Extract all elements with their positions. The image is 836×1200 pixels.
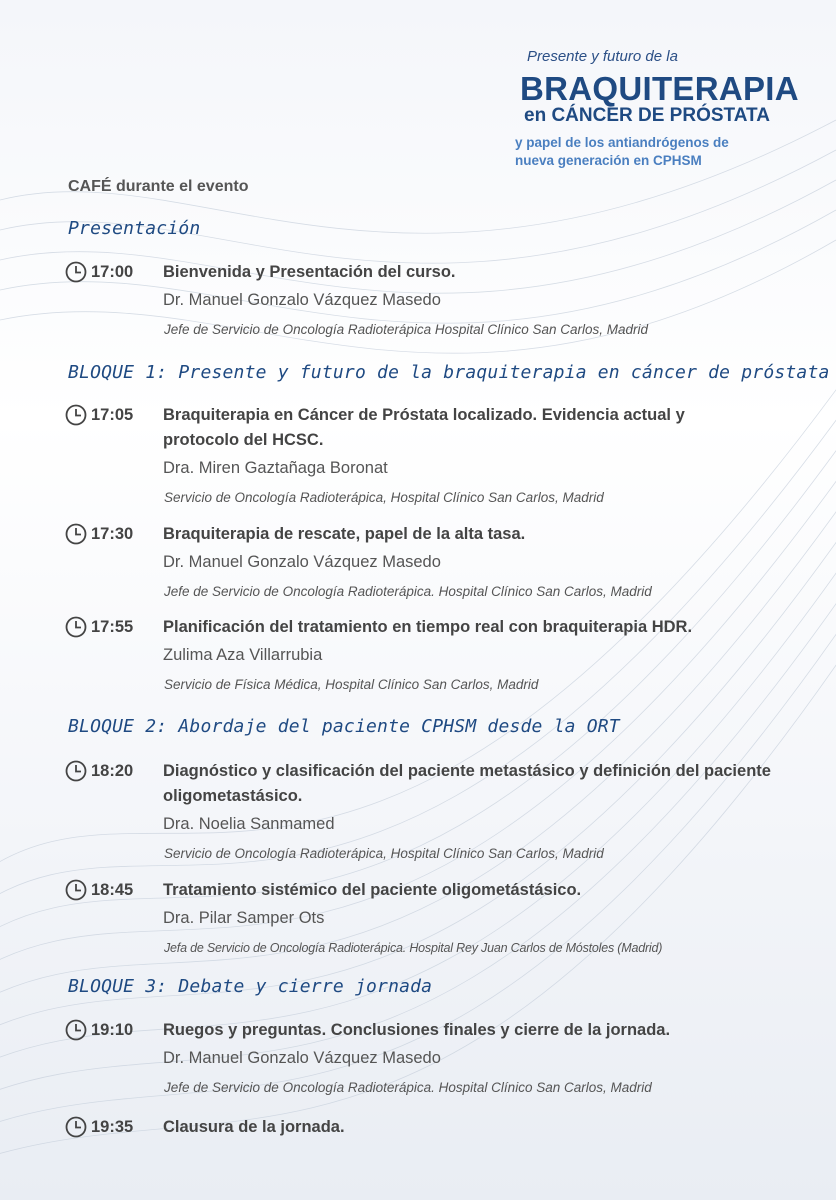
- agenda-affiliation: Servicio de Oncología Radioterápica, Hospital Clínico San Carlos, Madrid: [164, 490, 604, 505]
- agenda-title: Diagnóstico y clasificación del paciente metastásico y definición del paciente oligometastásico.: [163, 762, 771, 805]
- event-title: BRAQUITERAPIA: [520, 70, 799, 107]
- agenda-time: 19:35: [91, 1118, 134, 1136]
- agenda-affiliation: Jefe de Servicio de Oncología Radioterápica. Hospital Clínico San Carlos, Madrid: [164, 584, 652, 599]
- event-subtitle: Presente y futuro de la: [527, 48, 678, 65]
- agenda-speaker: Dr. Manuel Gonzalo Vázquez Masedo: [163, 291, 441, 309]
- agenda-time: 17:05: [91, 406, 134, 424]
- agenda-time: 17:30: [91, 525, 134, 543]
- agenda-item: [64, 1021, 824, 1098]
- event-description-line-1: y papel de los antiandrógenos de: [515, 135, 729, 150]
- agenda-affiliation: Servicio de Física Médica, Hospital Clínico San Carlos, Madrid: [164, 677, 539, 692]
- agenda-time: 17:00: [91, 263, 134, 281]
- agenda-title: Clausura de la jornada.: [163, 1118, 345, 1136]
- clock-icon: [64, 615, 88, 639]
- agenda-speaker: Zulima Aza Villarrubia: [163, 646, 323, 664]
- clock-icon: [64, 1018, 88, 1042]
- event-header: [515, 48, 820, 170]
- event-description-line-2: nueva generación en CPHSM: [515, 153, 702, 168]
- agenda-time: 17:55: [91, 618, 134, 636]
- agenda-speaker: Dra. Miren Gaztañaga Boronat: [163, 459, 388, 477]
- agenda-title: Ruegos y preguntas. Conclusiones finales y cierre de la jornada.: [163, 1021, 671, 1039]
- agenda-time: 18:45: [91, 881, 134, 899]
- agenda-speaker: Dr. Manuel Gonzalo Vázquez Masedo: [163, 553, 441, 571]
- clock-icon: [64, 759, 88, 783]
- agenda-time: 18:20: [91, 762, 134, 780]
- agenda-title: Bienvenida y Presentación del curso.: [163, 263, 456, 281]
- agenda-time: 19:10: [91, 1021, 134, 1039]
- agenda-speaker: Dra. Pilar Samper Ots: [163, 909, 325, 927]
- agenda-item: [64, 263, 824, 340]
- section-bloque-2: BLOQUE 2: Abordaje del paciente CPHSM desde la ORT: [68, 716, 620, 737]
- event-description: [515, 134, 820, 170]
- agenda-speaker: Dr. Manuel Gonzalo Vázquez Masedo: [163, 1049, 441, 1067]
- clock-icon: [64, 403, 88, 427]
- clock-icon: [64, 260, 88, 284]
- agenda-item: [64, 406, 824, 508]
- clock-icon: [64, 1115, 88, 1139]
- event-title-secondary: en CÁNCER DE PRÓSTATA: [524, 105, 770, 126]
- agenda-item: [64, 525, 824, 602]
- agenda-affiliation: Servicio de Oncología Radioterápica, Hospital Clínico San Carlos, Madrid: [164, 846, 604, 861]
- agenda-speaker: Dra. Noelia Sanmamed: [163, 815, 335, 833]
- agenda-item: [64, 1118, 824, 1140]
- clock-icon: [64, 878, 88, 902]
- agenda-title: Braquiterapia de rescate, papel de la alta tasa.: [163, 525, 526, 543]
- section-bloque-3: BLOQUE 3: Debate y cierre jornada: [68, 976, 433, 997]
- clock-icon: [64, 522, 88, 546]
- agenda-title: Braquiterapia en Cáncer de Próstata localizado. Evidencia actual y protocolo del HCSC.: [163, 406, 685, 449]
- agenda-affiliation: Jefe de Servicio de Oncología Radioterápica Hospital Clínico San Carlos, Madrid: [164, 322, 648, 337]
- agenda-title: Tratamiento sistémico del paciente oligometástásico.: [163, 881, 582, 899]
- agenda-item: [64, 881, 824, 958]
- agenda-item: [64, 762, 824, 864]
- cafe-note: CAFÉ durante el evento: [68, 178, 249, 195]
- agenda-item: [64, 618, 824, 695]
- agenda-affiliation: Jefe de Servicio de Oncología Radioterápica. Hospital Clínico San Carlos, Madrid: [164, 1080, 652, 1095]
- section-presentacion: Presentación: [68, 218, 201, 239]
- agenda-affiliation: Jefa de Servicio de Oncología Radioterápica. Hospital Rey Juan Carlos de Móstoles (Madrid): [164, 941, 663, 955]
- section-bloque-1: BLOQUE 1: Presente y futuro de la braquiterapia en cáncer de próstata: [68, 362, 830, 383]
- agenda-title: Planificación del tratamiento en tiempo real con braquiterapia HDR.: [163, 618, 693, 636]
